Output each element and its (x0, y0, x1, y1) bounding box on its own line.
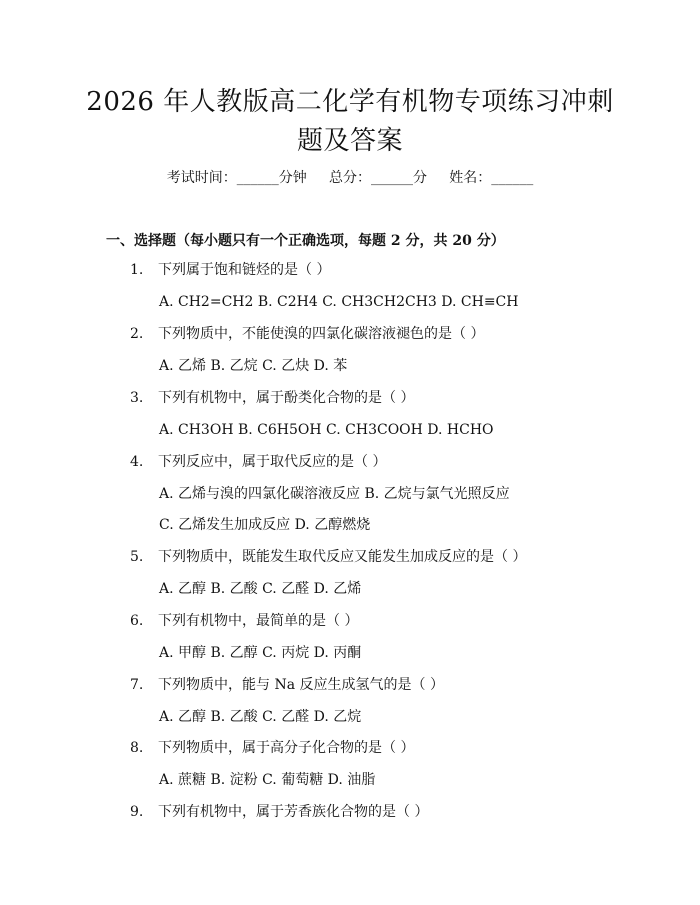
section-heading: 一、选择题（每小题只有一个正确选项，每题 2 分，共 20 分） (106, 233, 505, 249)
question-text: 下列属于饱和链烃的是（ ） (158, 262, 331, 278)
question-text: 下列物质中，既能发生取代反应又能发生加成反应的是（ ） (158, 549, 527, 565)
question-text: 下列物质中，不能使溴的四氯化碳溶液褪色的是（ ） (158, 326, 485, 342)
question-text: 下列有机物中，属于芳香族化合物的是（ ） (158, 804, 429, 820)
question-7 (130, 675, 444, 695)
question-6 (130, 611, 358, 631)
question-2 (130, 324, 484, 344)
question-text: 下列反应中，属于取代反应的是（ ） (158, 454, 387, 470)
question-4-options-line-2: C. 乙烯发生加成反应 D. 乙醇燃烧 (159, 517, 371, 533)
question-number: 7. (130, 677, 144, 693)
question-text: 下列有机物中，最简单的是（ ） (158, 613, 359, 629)
question-number: 6. (130, 613, 144, 629)
question-number: 8. (130, 740, 144, 756)
question-1 (130, 260, 330, 280)
question-8 (130, 738, 414, 758)
question-text: 下列物质中，属于高分子化合物的是（ ） (158, 740, 415, 756)
exam-info-line: 考试时间：______分钟 总分：______分 姓名：______ (166, 170, 534, 186)
question-number: 2. (130, 326, 144, 342)
question-9 (130, 802, 428, 822)
question-2-options: A. 乙烯 B. 乙烷 C. 乙炔 D. 苯 (159, 358, 348, 374)
question-7-options: A. 乙醇 B. 乙酸 C. 乙醛 D. 乙烷 (159, 709, 362, 725)
question-5 (130, 547, 526, 567)
question-5-options: A. 乙醇 B. 乙酸 C. 乙醛 D. 乙烯 (159, 581, 362, 597)
page-title-line-2: 题及答案 (296, 126, 403, 156)
question-1-options: A. CH2=CH2 B. C2H4 C. CH3CH2CH3 D. CH≡CH (159, 294, 519, 310)
question-text: 下列物质中，能与 Na 反应生成氢气的是（ ） (158, 677, 444, 693)
question-number: 4. (130, 454, 144, 470)
question-3-options: A. CH3OH B. C6H5OH C. CH3COOH D. HCHO (159, 422, 494, 438)
question-number: 3. (130, 390, 144, 406)
question-8-options: A. 蔗糖 B. 淀粉 C. 葡萄糖 D. 油脂 (159, 772, 376, 788)
question-3 (130, 388, 414, 408)
question-number: 5. (130, 549, 144, 565)
page-title-line-1: 2026 年人教版高二化学有机物专项练习冲刺 (86, 87, 614, 117)
question-number: 1. (130, 262, 144, 278)
question-number: 9. (130, 804, 144, 820)
question-6-options: A. 甲醇 B. 乙醇 C. 丙烷 D. 丙酮 (159, 645, 362, 661)
question-4-options-line-1: A. 乙烯与溴的四氯化碳溶液反应 B. 乙烷与氯气光照反应 (159, 486, 510, 502)
question-4 (130, 452, 386, 472)
question-text: 下列有机物中，属于酚类化合物的是（ ） (158, 390, 415, 406)
